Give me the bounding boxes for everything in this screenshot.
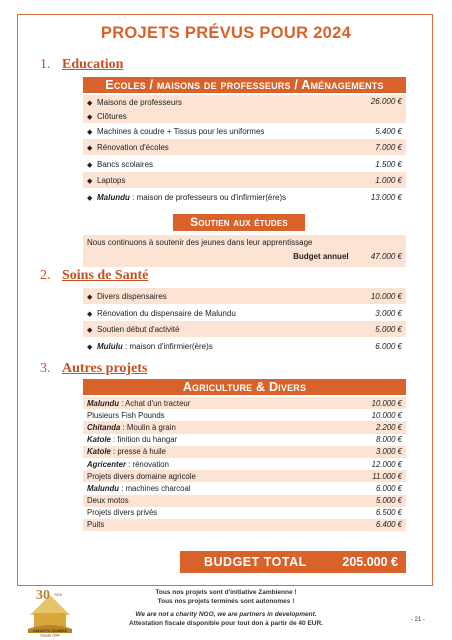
row-amount: 6.500 € [375,508,402,518]
table-row [83,434,406,446]
row-label: : machines charcoal [121,483,191,493]
etudes-text: Nous continuons à soutenir des jeunes dans leur apprentissage [87,238,313,247]
table-row [83,446,406,458]
etudes-block [83,235,406,267]
row-label: : rénovation [128,459,169,469]
budget-total-value: 205.000 € [342,555,398,569]
footer-line-4: Attestation fiscale disponible pour tout don à partir de 40 EUR. [129,620,323,627]
row-label: Machines à coudre + Tissus pour les uniformes [97,126,265,136]
row-label: Deux motos [87,496,129,506]
band-education: Ecoles / maisons de professeurs / Aménagements [83,77,406,93]
table-row [83,397,406,409]
row-place: Agricenter [87,459,126,469]
footer-line-3: We are not a charity NGO, we are partners in development. [135,611,317,618]
section-number: 1. [40,57,51,72]
row-label: Puits [87,520,105,530]
band-agriculture: Agriculture & Divers [83,379,406,395]
row-place: Katole [87,447,111,457]
section-autres-heading [40,361,147,377]
table-row: ◆ Laptops 1.000 € [83,172,406,188]
row-place: Mululu [97,341,123,351]
section-label: Autres projets [62,361,148,376]
row-label: Rénovation d'écoles [97,142,169,152]
row-label: Maisons de professeurs [97,97,182,107]
page-title: PROJETS PRÉVUS POUR 2024 [100,24,352,42]
row-amount: 10.000 € [370,291,402,301]
table-row: ◆ Rénovation d'écoles 7.000 € [83,139,406,155]
table-row [83,421,406,433]
row-label: Laptops [97,175,126,185]
row-label: Projets divers privés [87,508,158,518]
row-amount: 5.000 € [375,324,402,334]
table-row: ◆ Mululu : maison d'infirmier(ère)s 6.000 € [83,338,406,354]
row-amount: 1.500 € [375,159,402,169]
page-number: - 21 - [411,617,426,623]
table-row [83,482,406,494]
row-label: Projets divers domaine agricole [87,471,196,481]
table-row [83,495,406,507]
table-row: ◆ Divers dispensaires 10.000 € [83,288,406,304]
table-row: ◆ Bancs scolaires 1.500 € [83,156,406,172]
row-amount: 11.000 € [372,471,402,481]
logo-unit: Ans [54,592,62,597]
row-amount: 6.400 € [375,520,402,530]
row-label: : finition du hangar [113,435,178,445]
section-label: Soins de Santé [62,268,149,283]
row-place: Malundu [87,483,120,493]
row-label: : maison de professeurs ou d'infirmier(ère)s [132,192,287,202]
row-amount: 3.000 € [375,308,402,318]
footer-line-1: Tous nos projets sont d'initiative Zambienne ! [155,589,297,596]
row-label: Plusieurs Fish Pounds [87,410,165,420]
row-place: Malundu [97,192,130,202]
logo-name: AMANTU ZAMBIA [33,628,67,633]
row-label: : Achat d'un tracteur [121,398,191,408]
row-place: Katole [87,435,111,445]
row-place: Chitanda [87,422,121,432]
row-amount: 2.200 € [375,422,402,432]
agri-table [83,397,406,531]
table-row [83,519,406,531]
section-number: 3. [40,361,51,376]
row-amount: 3.000 € [375,447,402,457]
row-amount: 7.000 € [375,142,402,152]
table-row: ◆ Malundu : maison de professeurs ou d'infirmier(ère)s 13.000 € [83,189,406,205]
budget-total-label: BUDGET TOTAL [204,555,307,569]
table-row [83,507,406,519]
logo-years: 30 [36,588,50,603]
row-amount: 1.000 € [375,175,402,185]
budget-annuel-amount: 47.000 € [370,252,402,261]
table-row: ◆ Rénovation du dispensaire de Malundu 3.000 € [83,305,406,321]
band-etudes: Soutien aux études [173,214,305,231]
section-sante-heading [40,268,148,284]
logo-tagline: Depuis 1994 [40,633,60,637]
row-amount: 12.000 € [371,459,402,469]
row-amount: 6.000 € [375,483,402,493]
row-amount: 10.000 € [371,410,402,420]
row-label: Rénovation du dispensaire de Malundu [97,308,236,318]
row-label: Soutien début d'activité [97,324,180,334]
row-label: Divers dispensaires [97,291,167,301]
row-label: : maison d'infirmier(ère)s [125,341,213,351]
budget-total-bar [180,551,406,573]
row-amount: 5.400 € [375,126,402,136]
row-amount: 26.000 € [370,97,402,106]
row-amount: 13.000 € [370,192,402,202]
row-label: : Moulin à grain [122,422,176,432]
row-label: Bancs scolaires [97,159,154,169]
table-row [83,409,406,421]
section-label: Education [62,57,124,72]
row-label: : presse à huile [113,447,166,457]
table-row [83,458,406,470]
footer-line-2: Tous nos projets terminés sont autonomes ! [157,598,295,605]
row-amount: 5.000 € [375,496,402,506]
table-row: ◆ Maisons de professeurs ◆ Clôtures 26.000 € [83,95,406,123]
table-row: ◆ Machines à coudre + Tissus pour les uniformes 5.400 € [83,123,406,139]
table-row: ◆ Soutien début d'activité 5.000 € [83,321,406,337]
table-row [83,470,406,482]
budget-annuel-label: Budget annuel [293,252,349,261]
row-amount: 10.000 € [371,398,402,408]
section-education-heading [40,57,123,73]
row-place: Malundu [87,398,120,408]
row-label: Clôtures [97,111,127,121]
section-number: 2. [40,268,51,283]
row-amount: 8.000 € [375,435,402,445]
row-amount: 6.000 € [375,341,402,351]
